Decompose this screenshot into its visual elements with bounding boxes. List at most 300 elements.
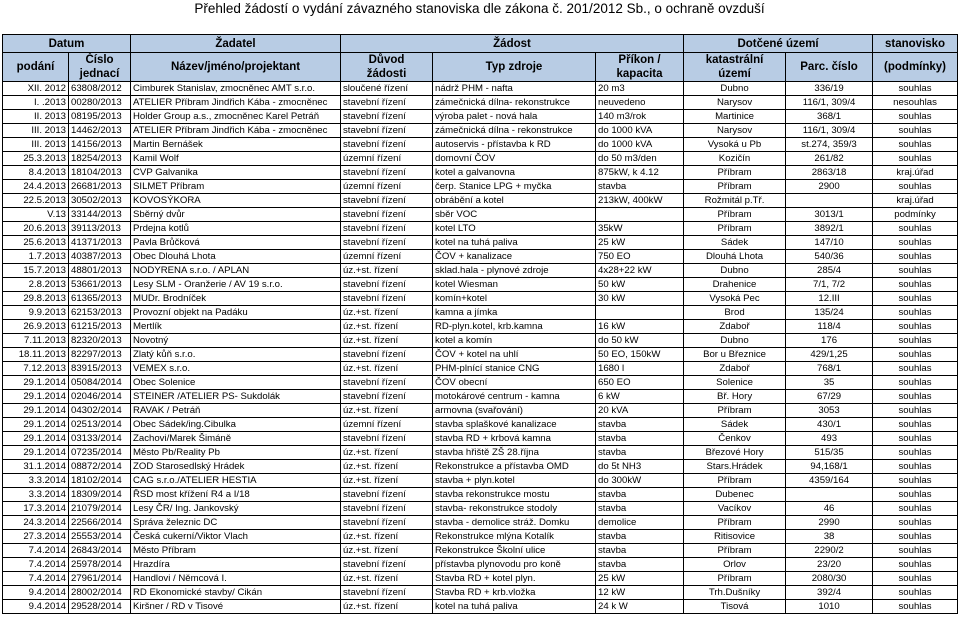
cell-nazev: Správa železnic DC [131, 516, 341, 530]
cell-cislo: 28002/2014 [69, 586, 131, 600]
cell-nazev: Hrazdíra [131, 558, 341, 572]
cell-katastr: Příbram [684, 222, 786, 236]
cell-prikon: 25 kW [596, 572, 684, 586]
cell-typ: obrábění a kotel [433, 194, 596, 208]
cell-prikon: do 1000 kVA [596, 124, 684, 138]
cell-typ: Rekonstrukce mlýna Kotalík [433, 530, 596, 544]
cell-nazev: VEMEX s.r.o. [131, 362, 341, 376]
cell-duvod: územní řízení [341, 152, 433, 166]
cell-katastr: Martinice [684, 110, 786, 124]
cell-stanovisko: souhlas [873, 460, 958, 474]
cell-cislo: 53661/2013 [69, 278, 131, 292]
cell-parc: 2900 [786, 180, 873, 194]
cell-katastr: Sádek [684, 236, 786, 250]
table-row [3, 558, 958, 572]
cell-duvod: úz.+st. řízení [341, 474, 433, 488]
cell-typ: výroba palet - nová hala [433, 110, 596, 124]
cell-datum: I. .2013 [3, 96, 69, 110]
cell-parc: 768/1 [786, 362, 873, 376]
cell-duvod: úz.+st. řízení [341, 320, 433, 334]
cell-datum: 29.1.2014 [3, 418, 69, 432]
cell-typ: stavba hřiště ZŠ 28.října [433, 446, 596, 460]
cell-duvod: úz.+st. řízení [341, 362, 433, 376]
table-row [3, 264, 958, 278]
cell-datum: 31.1.2014 [3, 460, 69, 474]
cell-prikon: 50 kW [596, 278, 684, 292]
cell-prikon: stavba [596, 544, 684, 558]
table-row [3, 236, 958, 250]
cell-datum: 17.3.2014 [3, 502, 69, 516]
cell-katastr: Tisová [684, 600, 786, 614]
cell-typ: zámečnická dílna- rekonstrukce [433, 96, 596, 110]
header-group-zadatel: Žadatel [131, 35, 341, 53]
cell-datum: 27.3.2014 [3, 530, 69, 544]
cell-nazev: Obec Dlouhá Lhota [131, 250, 341, 264]
cell-nazev: Město Příbram [131, 544, 341, 558]
cell-katastr: Brod [684, 306, 786, 320]
cell-datum: 24.4.2013 [3, 180, 69, 194]
header-typ: Typ zdroje [433, 53, 596, 82]
cell-typ: kotel a komín [433, 334, 596, 348]
header-group-datum: Datum [3, 35, 131, 53]
cell-parc: 176 [786, 334, 873, 348]
cell-cislo: 39113/2013 [69, 222, 131, 236]
cell-parc: 38 [786, 530, 873, 544]
header-group-uzemi: Dotčené území [684, 35, 873, 53]
cell-duvod: stavební řízení [341, 124, 433, 138]
cell-datum: 29.1.2014 [3, 432, 69, 446]
cell-stanovisko: souhlas [873, 544, 958, 558]
cell-stanovisko: souhlas [873, 404, 958, 418]
cell-nazev: MUDr. Brodníček [131, 292, 341, 306]
cell-datum: 2.8.2013 [3, 278, 69, 292]
table-row [3, 250, 958, 264]
table-row [3, 82, 958, 96]
cell-parc: 493 [786, 432, 873, 446]
table-row [3, 110, 958, 124]
cell-cislo: 21079/2014 [69, 502, 131, 516]
table-row [3, 306, 958, 320]
cell-cislo: 25978/2014 [69, 558, 131, 572]
cell-datum: 29.8.2013 [3, 292, 69, 306]
table-row [3, 222, 958, 236]
cell-prikon: stavba [596, 488, 684, 502]
cell-cislo: 08195/2013 [69, 110, 131, 124]
cell-parc: 2080/30 [786, 572, 873, 586]
cell-stanovisko: souhlas [873, 250, 958, 264]
table-row [3, 124, 958, 138]
cell-cislo: 07235/2014 [69, 446, 131, 460]
header-group-zadost: Žádost [341, 35, 684, 53]
cell-katastr: Příbram [684, 208, 786, 222]
cell-typ: kotel na tuhá paliva [433, 236, 596, 250]
cell-duvod: územní řízení [341, 180, 433, 194]
cell-katastr: Dubno [684, 334, 786, 348]
cell-datum: 3.3.2014 [3, 474, 69, 488]
cell-stanovisko: nesouhlas [873, 96, 958, 110]
cell-nazev: KOVOSÝKORA [131, 194, 341, 208]
cell-prikon: stavba [596, 502, 684, 516]
cell-prikon: stavba [596, 418, 684, 432]
cell-duvod: stavební řízení [341, 96, 433, 110]
header-katastr-top: katastrální [684, 53, 786, 68]
cell-cislo: 26843/2014 [69, 544, 131, 558]
cell-duvod: územní řízení [341, 250, 433, 264]
cell-nazev: CVP Galvanika [131, 166, 341, 180]
cell-nazev: Zachovi/Marek Šimáně [131, 432, 341, 446]
cell-datum: 7.4.2014 [3, 572, 69, 586]
cell-stanovisko: souhlas [873, 138, 958, 152]
cell-datum: 26.9.2013 [3, 320, 69, 334]
cell-stanovisko: souhlas [873, 586, 958, 600]
cell-cislo: 18309/2014 [69, 488, 131, 502]
cell-datum: 25.6.2013 [3, 236, 69, 250]
cell-typ: čerp. Stanice LPG + myčka [433, 180, 596, 194]
cell-parc: 3892/1 [786, 222, 873, 236]
cell-typ: kotel a galvanovna [433, 166, 596, 180]
cell-typ: sběr VOC [433, 208, 596, 222]
table-row [3, 292, 958, 306]
cell-parc: 116/1, 309/4 [786, 96, 873, 110]
cell-prikon: 24 k W [596, 600, 684, 614]
cell-katastr: Rožmitál p.Tř. [684, 194, 786, 208]
cell-prikon: 750 EO [596, 250, 684, 264]
cell-stanovisko: kraj.úřad [873, 166, 958, 180]
cell-nazev: Město Pb/Reality Pb [131, 446, 341, 460]
cell-typ: Rekonstrukce Školní ulice [433, 544, 596, 558]
cell-parc: 1010 [786, 600, 873, 614]
cell-typ: ČOV + kotel na uhlí [433, 348, 596, 362]
cell-datum: V.13 [3, 208, 69, 222]
cell-duvod: úz.+st. řízení [341, 600, 433, 614]
table-row [3, 390, 958, 404]
cell-prikon [596, 208, 684, 222]
cell-katastr: Příbram [684, 572, 786, 586]
cell-katastr: Stars.Hrádek [684, 460, 786, 474]
cell-nazev: Lesy ČR/ Ing. Jankovský [131, 502, 341, 516]
cell-prikon: 35kW [596, 222, 684, 236]
cell-katastr: Bř. Hory [684, 390, 786, 404]
cell-duvod: stavební řízení [341, 194, 433, 208]
cell-nazev: Provozní objekt na Padáku [131, 306, 341, 320]
cell-typ: stavba - demolice stráž. Domku [433, 516, 596, 530]
table-header [3, 35, 958, 82]
table-row [3, 502, 958, 516]
cell-prikon: do 1000 kVA [596, 138, 684, 152]
cell-prikon: 20 m3 [596, 82, 684, 96]
cell-cislo: 61365/2013 [69, 292, 131, 306]
cell-cislo: 14462/2013 [69, 124, 131, 138]
cell-datum: 15.7.2013 [3, 264, 69, 278]
cell-typ: Stavba RD + krb.vložka [433, 586, 596, 600]
cell-prikon: neuvedeno [596, 96, 684, 110]
cell-typ: sklad.hala - plynové zdroje [433, 264, 596, 278]
cell-parc: 2290/2 [786, 544, 873, 558]
table-row [3, 348, 958, 362]
table-row [3, 96, 958, 110]
table-row [3, 572, 958, 586]
cell-katastr: Vysoká Pec [684, 292, 786, 306]
cell-katastr: Zdaboř [684, 362, 786, 376]
cell-datum: 22.5.2013 [3, 194, 69, 208]
header-nazev: Název/jméno/projektant [131, 53, 341, 82]
cell-nazev: RAVAK / Petráň [131, 404, 341, 418]
cell-katastr: Příbram [684, 166, 786, 180]
cell-duvod: úz.+st. řízení [341, 460, 433, 474]
cell-nazev: ATELIER Příbram Jindřich Kába - zmocněnec [131, 124, 341, 138]
cell-parc: 94,168/1 [786, 460, 873, 474]
cell-nazev: ZOD Starosedlský Hrádek [131, 460, 341, 474]
cell-katastr: Příbram [684, 180, 786, 194]
cell-nazev: Obec Solenice [131, 376, 341, 390]
cell-typ: stavba splaškové kanalizace [433, 418, 596, 432]
cell-stanovisko: souhlas [873, 488, 958, 502]
cell-katastr: Příbram [684, 474, 786, 488]
cell-datum: XII. 2012 [3, 82, 69, 96]
cell-duvod: stavební řízení [341, 166, 433, 180]
cell-katastr: Trh.Dušníky [684, 586, 786, 600]
cell-stanovisko: souhlas [873, 502, 958, 516]
table-row [3, 432, 958, 446]
cell-stanovisko: souhlas [873, 348, 958, 362]
cell-datum: 9.4.2014 [3, 600, 69, 614]
table-row [3, 208, 958, 222]
cell-katastr: Drahenice [684, 278, 786, 292]
cell-stanovisko: souhlas [873, 236, 958, 250]
cell-duvod: stavební řízení [341, 222, 433, 236]
cell-typ: motokárové centrum - kamna [433, 390, 596, 404]
header-podminky: (podmínky) [873, 53, 958, 82]
cell-typ: ČOV obecní [433, 376, 596, 390]
cell-cislo: 05084/2014 [69, 376, 131, 390]
cell-stanovisko: souhlas [873, 152, 958, 166]
cell-datum: 29.1.2014 [3, 446, 69, 460]
cell-duvod: stavební řízení [341, 586, 433, 600]
cell-prikon: stavba [596, 530, 684, 544]
cell-nazev: CAG s.r.o./ATELIER HESTIA [131, 474, 341, 488]
cell-duvod: stavební řízení [341, 348, 433, 362]
cell-duvod: úz.+st. řízení [341, 446, 433, 460]
cell-duvod: stavební řízení [341, 208, 433, 222]
cell-parc: 336/19 [786, 82, 873, 96]
cell-katastr: Březové Hory [684, 446, 786, 460]
cell-typ: Rekonstrukce a přístavba OMD [433, 460, 596, 474]
cell-cislo: 00280/2013 [69, 96, 131, 110]
cell-prikon: 650 EO [596, 376, 684, 390]
cell-datum: II. 2013 [3, 110, 69, 124]
cell-prikon [596, 306, 684, 320]
header-cislo-bottom: jednací [69, 67, 131, 82]
cell-prikon: demolice [596, 516, 684, 530]
cell-duvod: stavební řízení [341, 488, 433, 502]
cell-stanovisko: souhlas [873, 292, 958, 306]
cell-stanovisko: souhlas [873, 222, 958, 236]
cell-duvod: úz.+st. řízení [341, 334, 433, 348]
cell-stanovisko: souhlas [873, 362, 958, 376]
table-row [3, 530, 958, 544]
cell-datum: 20.6.2013 [3, 222, 69, 236]
cell-stanovisko: souhlas [873, 432, 958, 446]
table-row [3, 516, 958, 530]
cell-stanovisko: souhlas [873, 124, 958, 138]
cell-katastr: Kozičín [684, 152, 786, 166]
header-katastr-bottom: území [684, 67, 786, 82]
cell-stanovisko: souhlas [873, 600, 958, 614]
cell-datum: 24.3.2014 [3, 516, 69, 530]
cell-datum: 7.4.2014 [3, 544, 69, 558]
cell-nazev: ŘSD most křížení R4 a I/18 [131, 488, 341, 502]
cell-datum: 3.3.2014 [3, 488, 69, 502]
cell-parc: 392/4 [786, 586, 873, 600]
cell-prikon: 20 kVA [596, 404, 684, 418]
cell-nazev: Mertlík [131, 320, 341, 334]
table-row [3, 194, 958, 208]
cell-nazev: ATELIER Příbram Jindřich Kába - zmocněnec [131, 96, 341, 110]
cell-stanovisko: souhlas [873, 180, 958, 194]
cell-datum: 7.11.2013 [3, 334, 69, 348]
table-row [3, 138, 958, 152]
cell-duvod: stavební řízení [341, 502, 433, 516]
cell-typ: kotel LTO [433, 222, 596, 236]
cell-nazev: Handlovi / Němcová I. [131, 572, 341, 586]
table-row [3, 320, 958, 334]
cell-parc: 12.III [786, 292, 873, 306]
cell-datum: 25.3.2013 [3, 152, 69, 166]
header-duvod-top: Důvod [341, 53, 433, 68]
cell-datum: 7.4.2014 [3, 558, 69, 572]
cell-cislo: 29528/2014 [69, 600, 131, 614]
cell-parc: 515/35 [786, 446, 873, 460]
cell-duvod: stavební řízení [341, 432, 433, 446]
cell-typ: domovní ČOV [433, 152, 596, 166]
cell-katastr: Příbram [684, 516, 786, 530]
cell-duvod: úz.+st. řízení [341, 264, 433, 278]
cell-prikon: 4x28+22 kW [596, 264, 684, 278]
cell-cislo: 14156/2013 [69, 138, 131, 152]
cell-nazev: Kamil Wolf [131, 152, 341, 166]
cell-cislo: 18254/2013 [69, 152, 131, 166]
cell-nazev: STEINER /ATELIER PS- Sukdolák [131, 390, 341, 404]
cell-cislo: 82320/2013 [69, 334, 131, 348]
cell-katastr: Dubno [684, 264, 786, 278]
cell-stanovisko: souhlas [873, 82, 958, 96]
cell-duvod: stavební řízení [341, 516, 433, 530]
cell-cislo: 22566/2014 [69, 516, 131, 530]
cell-nazev: Česká cukerní/Viktor Vlach [131, 530, 341, 544]
cell-datum: III. 2013 [3, 138, 69, 152]
cell-typ: přístavba plynovodu pro koně [433, 558, 596, 572]
cell-parc [786, 488, 873, 502]
cell-prikon: 875kW, k 4.12 [596, 166, 684, 180]
cell-typ: RD-plyn.kotel, krb.kamna [433, 320, 596, 334]
cell-katastr: Orlov [684, 558, 786, 572]
cell-parc: 4359/164 [786, 474, 873, 488]
cell-stanovisko: souhlas [873, 376, 958, 390]
cell-duvod: úz.+st. řízení [341, 404, 433, 418]
cell-cislo: 40387/2013 [69, 250, 131, 264]
cell-typ: stavba + plyn.kotel [433, 474, 596, 488]
cell-prikon: do 5t NH3 [596, 460, 684, 474]
cell-katastr: Čenkov [684, 432, 786, 446]
cell-stanovisko: souhlas [873, 418, 958, 432]
cell-katastr: Dubno [684, 82, 786, 96]
cell-typ: PHM-plnící stanice CNG [433, 362, 596, 376]
cell-parc: 135/24 [786, 306, 873, 320]
table-row [3, 446, 958, 460]
cell-cislo: 48801/2013 [69, 264, 131, 278]
requests-table [2, 34, 958, 614]
cell-duvod: sloučené řízení [341, 82, 433, 96]
cell-datum: 8.4.2013 [3, 166, 69, 180]
cell-nazev: Holder Group a.s., zmocněnec Karel Petráň [131, 110, 341, 124]
cell-parc: 3013/1 [786, 208, 873, 222]
cell-nazev: RD Ekonomické stavby/ Cikán [131, 586, 341, 600]
cell-datum: 29.1.2014 [3, 376, 69, 390]
cell-prikon: 16 kW [596, 320, 684, 334]
cell-katastr: Dlouhá Lhota [684, 250, 786, 264]
cell-typ: stavba RD + krbová kamna [433, 432, 596, 446]
cell-katastr: Vacíkov [684, 502, 786, 516]
cell-cislo: 26681/2013 [69, 180, 131, 194]
cell-stanovisko: souhlas [873, 530, 958, 544]
cell-cislo: 27961/2014 [69, 572, 131, 586]
cell-prikon: 213kW, 400kW [596, 194, 684, 208]
cell-parc: 2990 [786, 516, 873, 530]
cell-stanovisko: souhlas [873, 334, 958, 348]
cell-parc: 261/82 [786, 152, 873, 166]
cell-stanovisko: souhlas [873, 264, 958, 278]
page-title: Přehled žádostí o vydání závazného stanoviska dle zákona č. 201/2012 Sb., o ochraně ovzduší [194, 1, 765, 16]
cell-stanovisko: souhlas [873, 390, 958, 404]
cell-duvod: stavební řízení [341, 110, 433, 124]
cell-parc: 2863/18 [786, 166, 873, 180]
cell-katastr: Příbram [684, 544, 786, 558]
table-row [3, 166, 958, 180]
cell-prikon: 140 m3/rok [596, 110, 684, 124]
cell-katastr: Bor u Březnice [684, 348, 786, 362]
cell-cislo: 25553/2014 [69, 530, 131, 544]
cell-cislo: 18104/2013 [69, 166, 131, 180]
cell-duvod: úz.+st. řízení [341, 530, 433, 544]
cell-datum: 9.9.2013 [3, 306, 69, 320]
cell-parc: st.274, 359/3 [786, 138, 873, 152]
cell-stanovisko: souhlas [873, 278, 958, 292]
cell-prikon: stavba [596, 180, 684, 194]
cell-parc: 35 [786, 376, 873, 390]
cell-stanovisko: souhlas [873, 110, 958, 124]
cell-typ: ČOV + kanalizace [433, 250, 596, 264]
cell-nazev: Kiršner / RD v Tisové [131, 600, 341, 614]
cell-cislo: 18102/2014 [69, 474, 131, 488]
cell-nazev: Prdejna kotlů [131, 222, 341, 236]
cell-typ: nádrž PHM - nafta [433, 82, 596, 96]
cell-prikon: stavba [596, 432, 684, 446]
cell-typ: kotel na tuhá paliva [433, 600, 596, 614]
cell-parc: 118/4 [786, 320, 873, 334]
table-row [3, 600, 958, 614]
table-row [3, 474, 958, 488]
cell-katastr: Narysov [684, 96, 786, 110]
cell-duvod: úz.+st. řízení [341, 306, 433, 320]
cell-duvod: stavební řízení [341, 278, 433, 292]
cell-stanovisko: souhlas [873, 516, 958, 530]
cell-stanovisko: souhlas [873, 474, 958, 488]
cell-duvod: stavební řízení [341, 138, 433, 152]
cell-prikon: do 300kW [596, 474, 684, 488]
cell-duvod: stavební řízení [341, 376, 433, 390]
cell-cislo: 02046/2014 [69, 390, 131, 404]
cell-stanovisko: podmínky [873, 208, 958, 222]
